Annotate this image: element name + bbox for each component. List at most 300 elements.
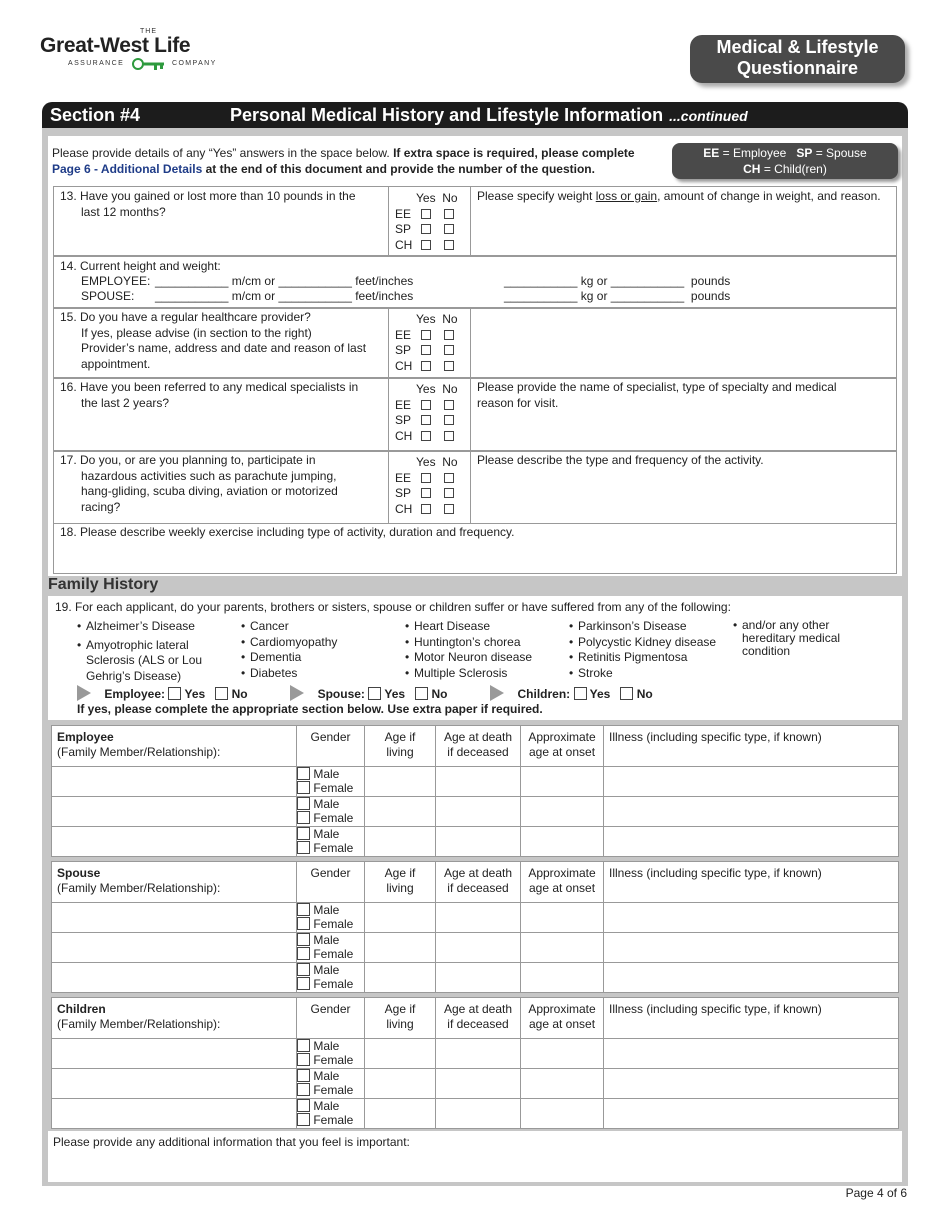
spouse-family-table bbox=[51, 861, 899, 993]
gender-cell bbox=[297, 827, 365, 857]
table-row bbox=[52, 933, 899, 963]
q13-detail-text: Please specify weight bbox=[477, 189, 596, 203]
gender-cell bbox=[297, 1099, 365, 1129]
gender-cell bbox=[297, 797, 365, 827]
q17-ee-no-checkbox[interactable] bbox=[444, 473, 454, 483]
table-row bbox=[52, 1039, 899, 1069]
age-death-field[interactable] bbox=[436, 1039, 521, 1069]
female-checkbox[interactable] bbox=[297, 841, 310, 854]
disease-dementia: • Dementia bbox=[241, 650, 337, 666]
table-row bbox=[52, 827, 899, 857]
male-label: Male bbox=[313, 903, 340, 917]
instructions bbox=[52, 145, 682, 177]
q17-ee-label: EE bbox=[395, 470, 412, 485]
q14-cell bbox=[53, 256, 897, 308]
section-title-text: Personal Medical History and Lifestyle Information bbox=[230, 105, 664, 125]
onset-field[interactable] bbox=[521, 1069, 604, 1099]
spouse-fh-yes-label: Yes bbox=[384, 687, 406, 701]
arrow-right-icon bbox=[77, 685, 91, 701]
female-checkbox[interactable] bbox=[297, 947, 310, 960]
employee-family-table bbox=[51, 725, 899, 857]
onset-2: age at onset bbox=[528, 745, 596, 759]
age-death-field[interactable] bbox=[436, 903, 521, 933]
gender-cell bbox=[297, 767, 365, 797]
spouse-height-imperial-field[interactable]: ___________ bbox=[278, 289, 352, 303]
q17-text-2: hazardous activities such as parachute jumping, bbox=[81, 468, 337, 483]
age-death-field[interactable] bbox=[436, 1069, 521, 1099]
intro-bold: If extra space is required, please complete bbox=[393, 146, 635, 160]
female-checkbox[interactable] bbox=[297, 781, 310, 794]
onset-field[interactable] bbox=[521, 1039, 604, 1069]
q15-text-1: 15. Do you have a regular healthcare provider? bbox=[60, 310, 311, 324]
q14-mcm-label: m/cm or bbox=[231, 274, 276, 288]
children-fh-label: Children: bbox=[517, 687, 571, 701]
illness-field[interactable] bbox=[604, 1039, 899, 1069]
female-label: Female bbox=[313, 1053, 354, 1067]
family-history-heading: Family History bbox=[48, 576, 159, 593]
q13-question-cell bbox=[53, 186, 389, 256]
disease-list-4 bbox=[569, 619, 716, 681]
section-continued: ...continued bbox=[669, 108, 748, 124]
male-checkbox[interactable] bbox=[297, 1069, 310, 1082]
disease-diabetes: • Diabetes bbox=[241, 666, 337, 682]
employee-fh-label: Employee: bbox=[104, 687, 166, 701]
male-checkbox[interactable] bbox=[297, 827, 310, 840]
q17-ch-label: CH bbox=[395, 501, 413, 516]
q13-sp-label: SP bbox=[395, 222, 412, 236]
disease-list-3 bbox=[405, 619, 532, 681]
table-row bbox=[52, 1099, 899, 1129]
illness-field[interactable] bbox=[604, 797, 899, 827]
disease-other bbox=[733, 619, 840, 658]
children-fh-yes-label: Yes bbox=[589, 687, 611, 701]
family-history-answers bbox=[77, 685, 653, 701]
q15-sp-label: SP bbox=[395, 343, 412, 357]
q17-detail-1: Please describe the type and frequency of the activity. bbox=[477, 453, 764, 467]
intro-text: Please provide details of any “Yes” answers in the space below. bbox=[52, 146, 394, 160]
age-living-field[interactable] bbox=[365, 933, 436, 963]
gender-cell bbox=[297, 903, 365, 933]
disease-cancer: • Cancer bbox=[241, 619, 337, 635]
children-family-table bbox=[51, 997, 899, 1129]
spouse-table-title: Spouse bbox=[57, 866, 101, 880]
q16-question-cell bbox=[53, 378, 389, 451]
q13-text-2: last 12 months? bbox=[81, 204, 166, 219]
q18-exercise-field[interactable] bbox=[53, 523, 897, 574]
q17-sp-no-checkbox[interactable] bbox=[444, 488, 454, 498]
children-table-title: Children bbox=[57, 1002, 106, 1016]
q13-sp-yes-checkbox[interactable] bbox=[421, 224, 431, 234]
children-fh-no-label: No bbox=[636, 687, 653, 701]
male-checkbox[interactable] bbox=[297, 903, 310, 916]
disease-parkinsons: • Parkinson’s Disease bbox=[569, 619, 716, 635]
age-living-header bbox=[365, 726, 436, 767]
male-label: Male bbox=[313, 963, 340, 977]
female-checkbox[interactable] bbox=[297, 1113, 310, 1126]
age-living-1: Age if bbox=[384, 730, 416, 744]
q13-ee-yes-checkbox[interactable] bbox=[421, 209, 431, 219]
q16-sp-no-checkbox[interactable] bbox=[444, 415, 454, 425]
age-death-field[interactable] bbox=[436, 827, 521, 857]
female-label: Female bbox=[313, 1083, 354, 1097]
q14-kg-label: kg or bbox=[580, 274, 608, 288]
section-title bbox=[230, 105, 748, 126]
q15-ch-yes-checkbox[interactable] bbox=[421, 361, 431, 371]
male-checkbox[interactable] bbox=[297, 963, 310, 976]
gender-header: Gender bbox=[297, 726, 365, 767]
employee-fh-no-label: No bbox=[231, 687, 248, 701]
male-checkbox[interactable] bbox=[297, 933, 310, 946]
q16-ee-yes-checkbox[interactable] bbox=[421, 400, 431, 410]
table-row bbox=[52, 1069, 899, 1099]
illness-field[interactable] bbox=[604, 963, 899, 993]
q17-text-3: hang-gliding, scuba diving, aviation or motorized bbox=[81, 484, 338, 498]
q13-sp-no-checkbox[interactable] bbox=[444, 224, 454, 234]
section-number: Section #4 bbox=[50, 105, 141, 125]
age-death-field[interactable] bbox=[436, 933, 521, 963]
q14-feet-label: feet/inches bbox=[355, 274, 414, 288]
q17-ee-yes-checkbox[interactable] bbox=[421, 473, 431, 483]
spouse-weight-kg-field[interactable]: ___________ bbox=[504, 289, 578, 303]
spouse-fh-no-checkbox[interactable] bbox=[415, 687, 428, 700]
female-checkbox[interactable] bbox=[297, 1053, 310, 1066]
relationship-header: (Family Member/Relationship): bbox=[57, 745, 221, 759]
female-checkbox[interactable] bbox=[297, 811, 310, 824]
additional-info-field[interactable] bbox=[48, 1131, 902, 1182]
relationship-field[interactable] bbox=[52, 1039, 297, 1069]
disease-stroke: • Stroke bbox=[569, 666, 716, 682]
q16-text-1: 16. Have you been referred to any medical specialists in bbox=[60, 380, 359, 394]
q15-sp-no-checkbox[interactable] bbox=[444, 345, 454, 355]
q16-yes-no-cell bbox=[388, 378, 471, 451]
q16-yes-label: Yes bbox=[416, 382, 436, 396]
disease-heart: • Heart Disease bbox=[405, 619, 532, 635]
female-label: Female bbox=[313, 917, 354, 931]
q15-sp-yes-checkbox[interactable] bbox=[421, 345, 431, 355]
age-death-2: if deceased bbox=[447, 881, 509, 895]
q13-ch-yes-checkbox[interactable] bbox=[421, 240, 431, 250]
q13-detail-text-2: , amount of change in weight, and reason. bbox=[657, 189, 881, 203]
table-row bbox=[52, 903, 899, 933]
disease-polycystic-kidney: • Polycystic Kidney disease bbox=[569, 635, 716, 651]
q15-ee-no-checkbox[interactable] bbox=[444, 330, 454, 340]
employee-weight-kg-field[interactable]: ___________ bbox=[504, 274, 578, 288]
arrow-right-icon bbox=[290, 685, 304, 701]
relationship-header: (Family Member/Relationship): bbox=[57, 881, 221, 895]
age-death-field[interactable] bbox=[436, 797, 521, 827]
female-label: Female bbox=[313, 781, 354, 795]
age-living-2: living bbox=[386, 1017, 414, 1031]
spouse-height-metric-field[interactable]: ___________ bbox=[155, 289, 229, 303]
q14-text: 14. Current height and weight: bbox=[60, 259, 221, 273]
age-living-header bbox=[365, 862, 436, 903]
relationship-field[interactable] bbox=[52, 903, 297, 933]
q14-employee-row bbox=[81, 274, 413, 290]
age-death-header bbox=[436, 726, 521, 767]
illness-field[interactable] bbox=[604, 903, 899, 933]
arrow-right-icon bbox=[490, 685, 504, 701]
male-label: Male bbox=[313, 767, 340, 781]
key-icon bbox=[132, 57, 166, 71]
age-death-2: if deceased bbox=[447, 1017, 509, 1031]
relationship-field[interactable] bbox=[52, 827, 297, 857]
employee-height-metric-field[interactable]: ___________ bbox=[155, 274, 229, 288]
q17-text-4: racing? bbox=[81, 499, 121, 514]
female-label: Female bbox=[313, 977, 354, 991]
q16-no-label: No bbox=[442, 382, 458, 396]
age-death-header bbox=[436, 862, 521, 903]
q18-text: 18. Please describe weekly exercise including type of activity, duration and frequency. bbox=[60, 525, 515, 539]
age-living-field[interactable] bbox=[365, 767, 436, 797]
female-checkbox[interactable] bbox=[297, 917, 310, 930]
q13-no-label: No bbox=[442, 191, 458, 205]
q15-details-field[interactable] bbox=[470, 308, 897, 378]
form-title-box bbox=[690, 35, 905, 83]
q15-yes-label: Yes bbox=[416, 312, 436, 326]
family-history-instruction: If yes, please complete the appropriate section below. Use extra paper if required. bbox=[77, 702, 543, 716]
spouse-weight-lb-field[interactable]: ___________ bbox=[610, 289, 685, 303]
employee-weight-lb-field[interactable]: ___________ bbox=[610, 274, 685, 288]
age-living-field[interactable] bbox=[365, 1039, 436, 1069]
disease-list-1 bbox=[77, 619, 237, 684]
q14-employee-label: EMPLOYEE: bbox=[81, 274, 151, 288]
q17-question-cell bbox=[53, 451, 389, 524]
q13-detail-underlined: loss or gain bbox=[595, 189, 658, 203]
illness-field[interactable] bbox=[604, 1099, 899, 1129]
onset-field[interactable] bbox=[521, 903, 604, 933]
q14-spouse-label: SPOUSE: bbox=[81, 289, 135, 303]
age-death-1: Age at death bbox=[443, 730, 513, 744]
female-label: Female bbox=[313, 811, 354, 825]
relationship-field[interactable] bbox=[52, 1099, 297, 1129]
q16-ch-yes-checkbox[interactable] bbox=[421, 431, 431, 441]
q16-detail-1: Please provide the name of specialist, type of specialty and medical bbox=[477, 380, 837, 394]
q15-yes-no-cell bbox=[388, 308, 471, 378]
q15-text-3: Provider’s name, address and date and reason of last bbox=[81, 341, 367, 355]
q16-details-field[interactable] bbox=[470, 378, 897, 451]
q15-text-2: If yes, please advise (in section to the right) bbox=[81, 325, 312, 340]
male-label: Male bbox=[313, 1099, 340, 1113]
onset-1: Approximate bbox=[528, 866, 596, 880]
disease-huntingtons: • Huntington’s chorea bbox=[405, 635, 532, 651]
male-checkbox[interactable] bbox=[297, 797, 310, 810]
employee-table-title: Employee bbox=[57, 730, 114, 744]
q16-ch-no-checkbox[interactable] bbox=[444, 431, 454, 441]
applicant-legend bbox=[672, 143, 898, 179]
q15-ee-label: EE bbox=[395, 327, 412, 342]
age-death-field[interactable] bbox=[436, 1099, 521, 1129]
employee-fh-yes-checkbox[interactable] bbox=[168, 687, 181, 700]
illness-header: Illness (including specific type, if known) bbox=[604, 726, 899, 767]
age-living-header bbox=[365, 998, 436, 1039]
disease-als-3: Gehrig’s Disease) bbox=[86, 668, 182, 683]
children-fh-no-checkbox[interactable] bbox=[620, 687, 633, 700]
gender-header: Gender bbox=[297, 998, 365, 1039]
illness-field[interactable] bbox=[604, 767, 899, 797]
q16-sp-yes-checkbox[interactable] bbox=[421, 415, 431, 425]
male-checkbox[interactable] bbox=[297, 767, 310, 780]
male-label: Male bbox=[313, 933, 340, 947]
logo-the: THE bbox=[140, 28, 157, 35]
q17-ch-no-checkbox[interactable] bbox=[444, 504, 454, 514]
q15-ch-no-checkbox[interactable] bbox=[444, 361, 454, 371]
age-living-field[interactable] bbox=[365, 903, 436, 933]
age-living-field[interactable] bbox=[365, 797, 436, 827]
q14-employee-weight bbox=[504, 274, 730, 290]
q13-yes-label: Yes bbox=[416, 191, 436, 205]
q17-ch-yes-checkbox[interactable] bbox=[421, 504, 431, 514]
onset-field[interactable] bbox=[521, 767, 604, 797]
male-checkbox[interactable] bbox=[297, 1039, 310, 1052]
q16-detail-2: reason for visit. bbox=[477, 395, 559, 410]
q15-ee-yes-checkbox[interactable] bbox=[421, 330, 431, 340]
disease-alzheimers: • Alzheimer’s Disease bbox=[77, 619, 237, 635]
onset-1: Approximate bbox=[528, 730, 596, 744]
spouse-fh-yes-checkbox[interactable] bbox=[368, 687, 381, 700]
disease-als-2: Sclerosis (ALS or Lou bbox=[86, 653, 203, 667]
q16-text-2: the last 2 years? bbox=[81, 395, 170, 410]
q17-sp-label: SP bbox=[395, 486, 412, 500]
onset-header bbox=[521, 726, 604, 767]
onset-header bbox=[521, 862, 604, 903]
q13-ch-label: CH bbox=[395, 237, 413, 252]
onset-field[interactable] bbox=[521, 933, 604, 963]
employee-fh-yes-label: Yes bbox=[184, 687, 206, 701]
gender-cell bbox=[297, 963, 365, 993]
disease-list-2 bbox=[241, 619, 337, 681]
q14-spouse-row bbox=[81, 289, 413, 305]
table-row bbox=[52, 963, 899, 993]
employee-height-imperial-field[interactable]: ___________ bbox=[278, 274, 352, 288]
onset-field[interactable] bbox=[521, 827, 604, 857]
disease-als-1: Amyotrophic lateral bbox=[86, 637, 189, 652]
disease-cardiomyopathy: • Cardiomyopathy bbox=[241, 635, 337, 651]
q17-text-1: 17. Do you, or are you planning to, participate in bbox=[60, 453, 316, 467]
q13-ch-no-checkbox[interactable] bbox=[444, 240, 454, 250]
age-death-1: Age at death bbox=[443, 1002, 513, 1016]
legend-sp-code: SP bbox=[796, 146, 813, 160]
age-living-field[interactable] bbox=[365, 1099, 436, 1129]
onset-field[interactable] bbox=[521, 1099, 604, 1129]
disease-als bbox=[77, 638, 237, 685]
male-checkbox[interactable] bbox=[297, 1099, 310, 1112]
female-label: Female bbox=[313, 1113, 354, 1127]
logo-company: COMPANY bbox=[172, 60, 217, 67]
q17-no-label: No bbox=[442, 455, 458, 469]
illness-field[interactable] bbox=[604, 827, 899, 857]
q17-sp-yes-checkbox[interactable] bbox=[421, 488, 431, 498]
table-row bbox=[52, 767, 899, 797]
disease-other-1: and/or any other bbox=[742, 618, 830, 632]
age-living-2: living bbox=[386, 745, 414, 759]
gender-cell bbox=[297, 1039, 365, 1069]
relationship-field[interactable] bbox=[52, 933, 297, 963]
q16-ee-no-checkbox[interactable] bbox=[444, 400, 454, 410]
q13-ee-label: EE bbox=[395, 206, 412, 221]
female-label: Female bbox=[313, 947, 354, 961]
legend-sp-label: = Spouse bbox=[812, 146, 867, 160]
legend-ch-code: CH bbox=[743, 162, 761, 176]
disease-other-3: condition bbox=[742, 644, 791, 658]
onset-field[interactable] bbox=[521, 797, 604, 827]
form-title-line2: Questionnaire bbox=[736, 58, 859, 78]
great-west-life-logo bbox=[40, 28, 270, 73]
q13-details-field[interactable] bbox=[470, 186, 897, 256]
age-death-header bbox=[436, 998, 521, 1039]
q14-spouse-weight bbox=[504, 289, 730, 305]
male-label: Male bbox=[313, 827, 340, 841]
q16-ch-label: CH bbox=[395, 428, 413, 443]
additional-details-link[interactable]: Page 6 - Additional Details bbox=[52, 162, 203, 176]
age-living-field[interactable] bbox=[365, 827, 436, 857]
disease-other-2: hereditary medical bbox=[742, 631, 841, 645]
age-death-1: Age at death bbox=[443, 866, 513, 880]
age-death-field[interactable] bbox=[436, 963, 521, 993]
q17-details-field[interactable] bbox=[470, 451, 897, 524]
onset-field[interactable] bbox=[521, 963, 604, 993]
q16-ee-label: EE bbox=[395, 397, 412, 412]
disease-ms: • Multiple Sclerosis bbox=[405, 666, 532, 682]
spouse-fh-label: Spouse: bbox=[317, 687, 365, 701]
q15-ch-label: CH bbox=[395, 358, 413, 373]
illness-header: Illness (including specific type, if known) bbox=[604, 998, 899, 1039]
age-living-field[interactable] bbox=[365, 1069, 436, 1099]
q13-yes-no-cell bbox=[388, 186, 471, 256]
illness-field[interactable] bbox=[604, 933, 899, 963]
female-checkbox[interactable] bbox=[297, 977, 310, 990]
age-death-2: if deceased bbox=[447, 745, 509, 759]
disease-motor-neuron: • Motor Neuron disease bbox=[405, 650, 532, 666]
q15-question-cell bbox=[53, 308, 389, 378]
form-title-line1: Medical & Lifestyle bbox=[716, 37, 879, 57]
legend-ee-code: EE bbox=[703, 146, 720, 160]
onset-2: age at onset bbox=[528, 881, 596, 895]
relationship-field[interactable] bbox=[52, 797, 297, 827]
gender-cell bbox=[297, 1069, 365, 1099]
male-label: Male bbox=[313, 1039, 340, 1053]
age-death-field[interactable] bbox=[436, 767, 521, 797]
age-living-field[interactable] bbox=[365, 963, 436, 993]
q14-pounds-label-2: pounds bbox=[690, 289, 731, 303]
relationship-header: (Family Member/Relationship): bbox=[57, 1017, 221, 1031]
q17-yes-label: Yes bbox=[416, 455, 436, 469]
onset-2: age at onset bbox=[528, 1017, 596, 1031]
logo-assurance: ASSURANCE bbox=[68, 60, 125, 67]
relationship-field[interactable] bbox=[52, 1069, 297, 1099]
q16-sp-label: SP bbox=[395, 413, 412, 427]
q13-ee-no-checkbox[interactable] bbox=[444, 209, 454, 219]
onset-1: Approximate bbox=[528, 1002, 596, 1016]
q14-mcm-label-2: m/cm or bbox=[231, 289, 276, 303]
gender-header: Gender bbox=[297, 862, 365, 903]
age-living-1: Age if bbox=[384, 866, 416, 880]
page-number: Page 4 of 6 bbox=[845, 1186, 907, 1200]
age-living-1: Age if bbox=[384, 1002, 416, 1016]
relationship-field[interactable] bbox=[52, 963, 297, 993]
illness-field[interactable] bbox=[604, 1069, 899, 1099]
additional-info-label: Please provide any additional information that you feel is important: bbox=[53, 1135, 410, 1149]
children-fh-yes-checkbox[interactable] bbox=[574, 687, 587, 700]
q15-text-4: appointment. bbox=[81, 356, 151, 371]
male-label: Male bbox=[313, 797, 340, 811]
intro-bold-2: at the end of this document and provide the number of the question. bbox=[202, 162, 595, 176]
q17-yes-no-cell bbox=[388, 451, 471, 524]
relationship-field[interactable] bbox=[52, 767, 297, 797]
disease-list-5 bbox=[733, 619, 840, 658]
legend-ch-label: = Child(ren) bbox=[760, 162, 827, 176]
employee-fh-no-checkbox[interactable] bbox=[215, 687, 228, 700]
female-checkbox[interactable] bbox=[297, 1083, 310, 1096]
